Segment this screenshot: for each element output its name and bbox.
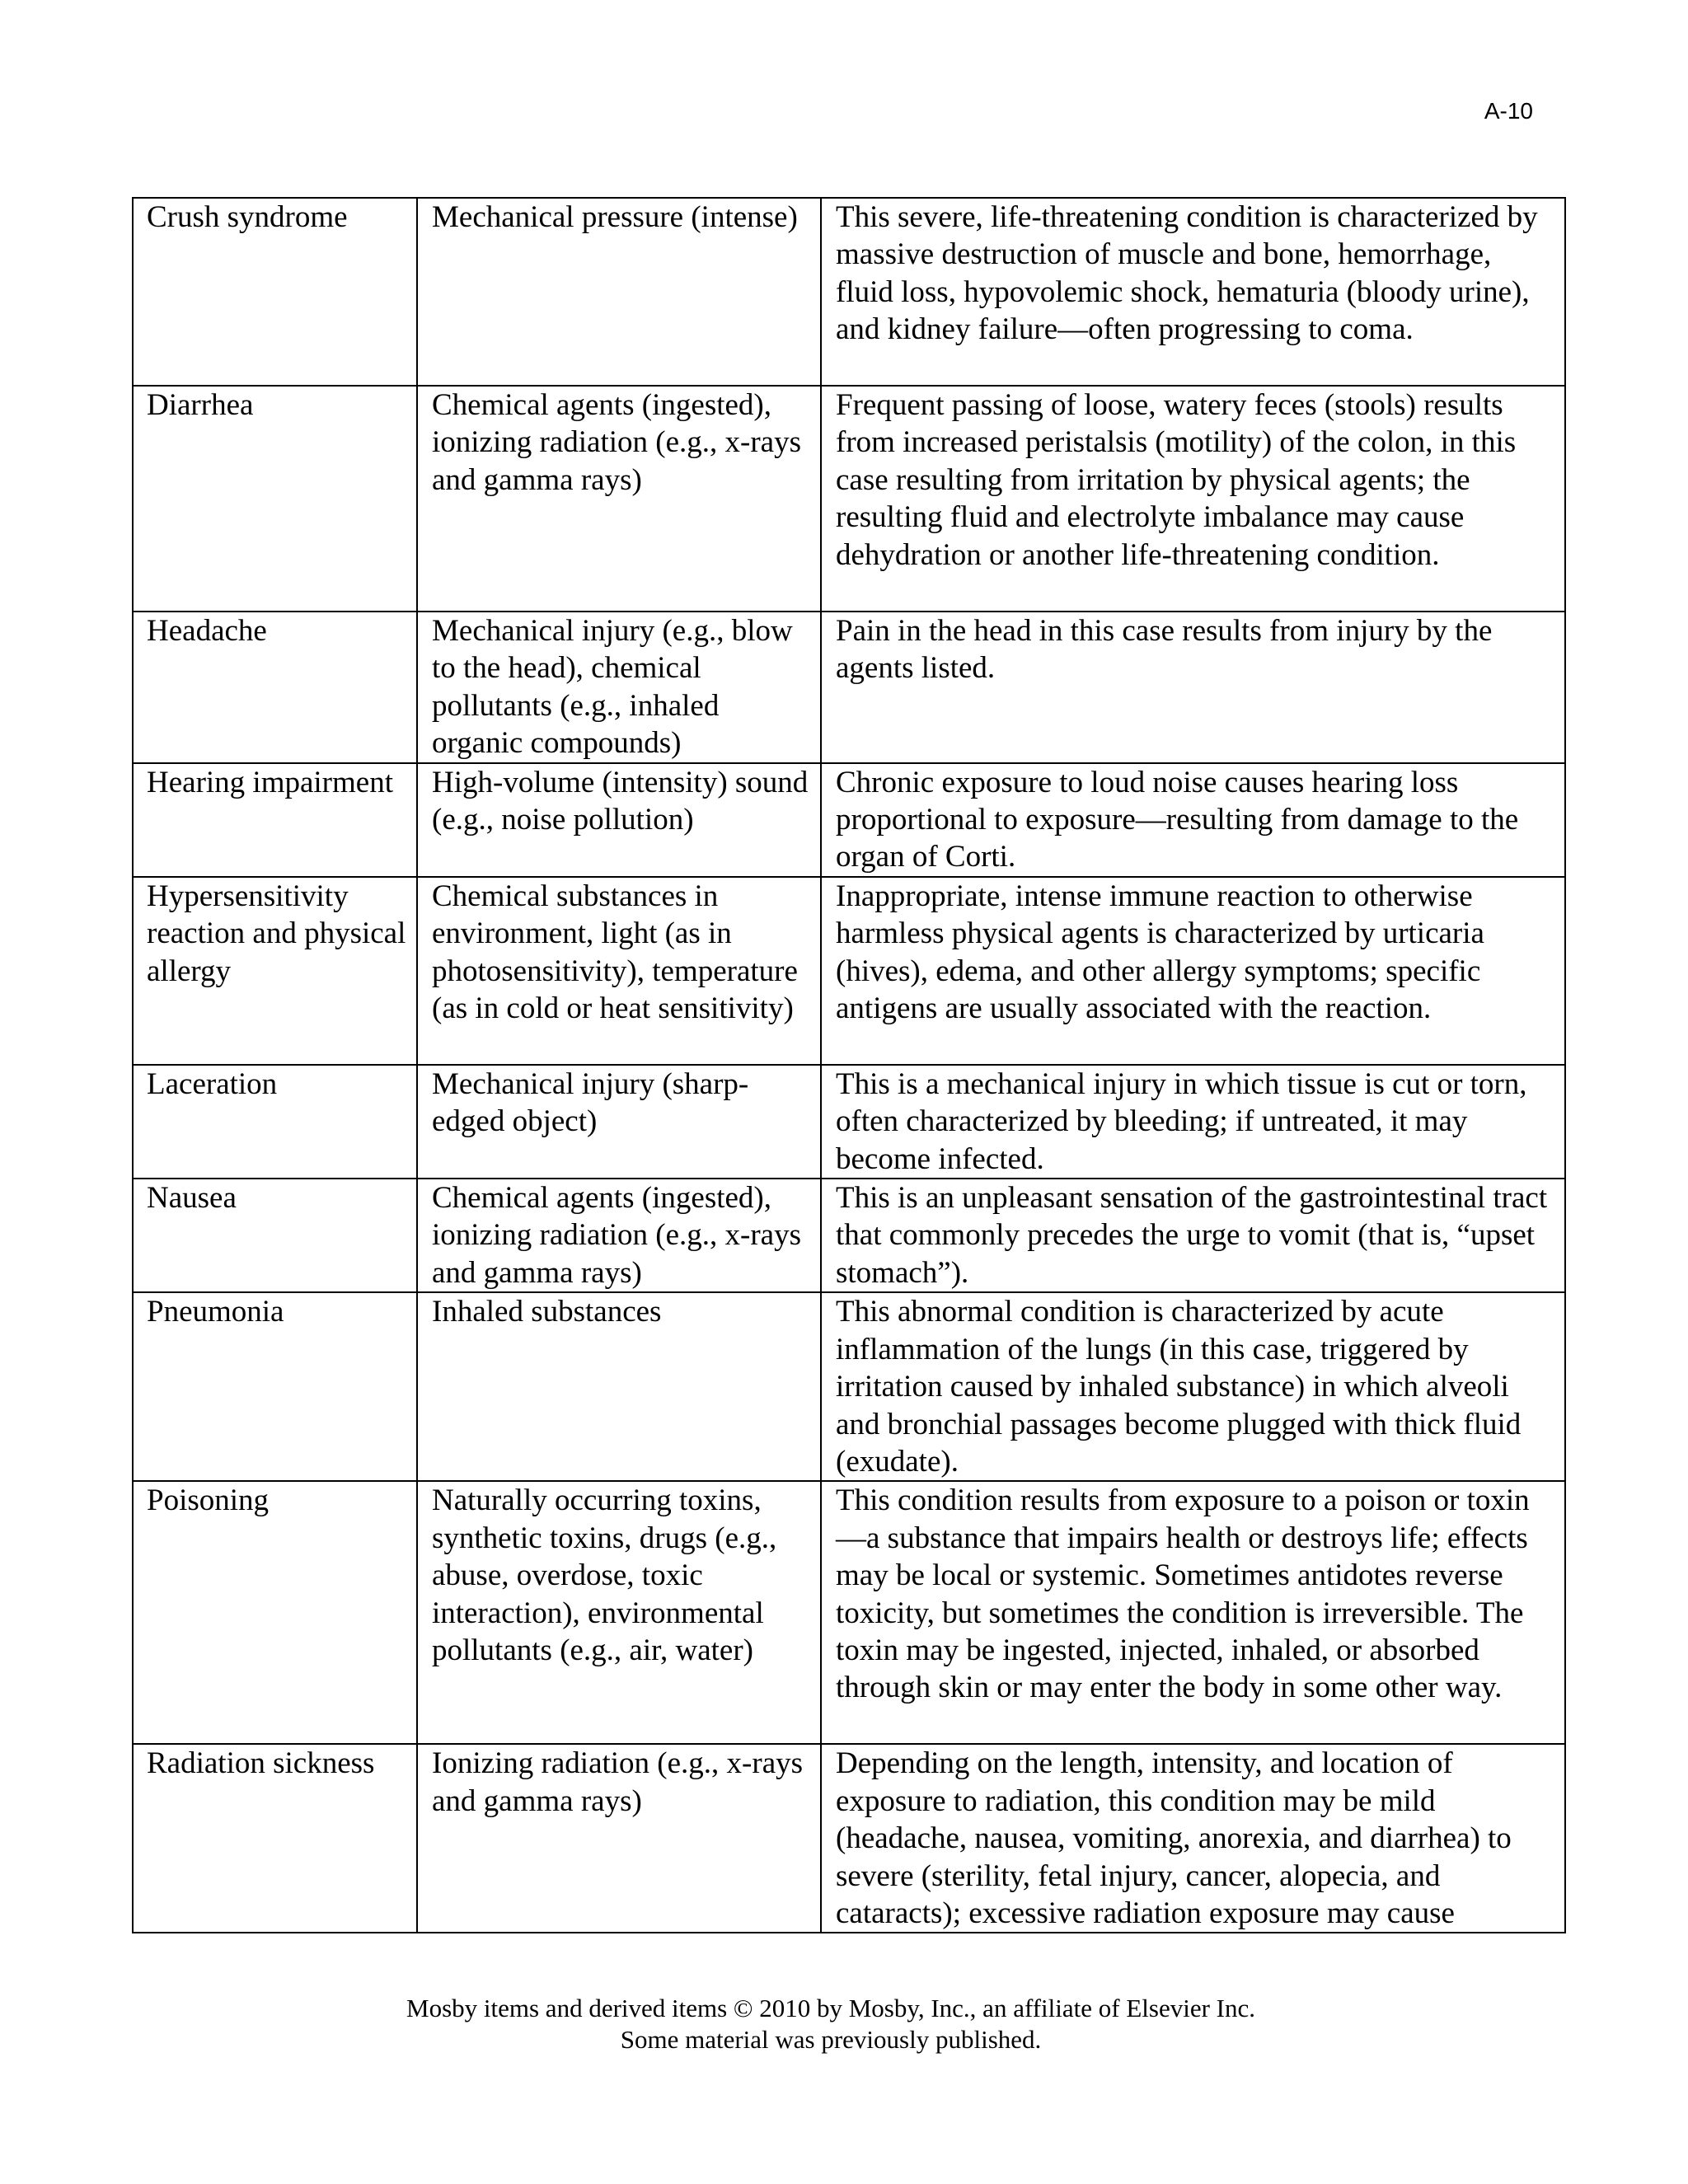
condition-cell: Poisoning — [133, 1481, 417, 1744]
table-row — [133, 763, 1565, 877]
description-cell: This condition results from exposure to a poison or toxin—a substance that impairs health or destroys life; effects may be local or systemic. Sometimes antidotes reverse toxicity, but sometimes the condition is irreversible. The toxin may be ingested, injected, inhaled, or absorbed through skin or may enter the body in some other way. — [821, 1481, 1565, 1744]
agents-cell: Mechanical pressure (intense) — [417, 198, 821, 386]
condition-cell: Laceration — [133, 1065, 417, 1179]
description-cell: Chronic exposure to loud noise causes hearing loss proportional to exposure—resulting from damage to the organ of Corti. — [821, 763, 1565, 877]
condition-cell: Nausea — [133, 1179, 417, 1292]
agents-cell: Mechanical injury (sharp-edged object) — [417, 1065, 821, 1179]
table-row — [133, 877, 1565, 1065]
agents-cell: Naturally occurring toxins, synthetic toxins, drugs (e.g., abuse, overdose, toxic interaction), environmental pollutants (e.g., air, water) — [417, 1481, 821, 1744]
publication-note: Some material was previously published. — [620, 2025, 1042, 2054]
description-cell: Inappropriate, intense immune reaction to otherwise harmless physical agents is characterized by urticaria (hives), edema, and other allergy symptoms; specific antigens are usually associated with the reaction. — [821, 877, 1565, 1065]
table-row — [133, 612, 1565, 763]
table-row — [133, 1481, 1565, 1744]
condition-cell: Diarrhea — [133, 386, 417, 612]
table-row — [133, 386, 1565, 612]
description-cell: This is an unpleasant sensation of the gastrointestinal tract that commonly precedes the urge to vomit (that is, “upset stomach”). — [821, 1179, 1565, 1292]
agents-cell: Chemical agents (ingested), ionizing radiation (e.g., x-rays and gamma rays) — [417, 1179, 821, 1292]
table-row — [133, 198, 1565, 386]
description-cell: Frequent passing of loose, watery feces (stools) results from increased peristalsis (motility) of the colon, in this case resulting from irritation by physical agents; the resulting fluid and electrolyte imbalance may cause dehydration or another life-threatening condition. — [821, 386, 1565, 612]
conditions-table — [132, 197, 1566, 1933]
condition-cell: Pneumonia — [133, 1292, 417, 1481]
description-cell: Pain in the head in this case results from injury by the agents listed. — [821, 612, 1565, 763]
agents-cell: Chemical agents (ingested), ionizing radiation (e.g., x-rays and gamma rays) — [417, 386, 821, 612]
condition-cell: Radiation sickness — [133, 1744, 417, 1933]
condition-cell: Headache — [133, 612, 417, 763]
description-cell: This severe, life-threatening condition is characterized by massive destruction of muscle and bone, hemorrhage, fluid loss, hypovolemic shock, hematuria (bloody urine), and kidney failure—often progressing to coma. — [821, 198, 1565, 386]
copyright-footer — [0, 1993, 1662, 2055]
agents-cell: Mechanical injury (e.g., blow to the head), chemical pollutants (e.g., inhaled organic compounds) — [417, 612, 821, 763]
copyright-line: Mosby items and derived items © 2010 by Mosby, Inc., an affiliate of Elsevier Inc. — [406, 1994, 1255, 2022]
condition-cell: Hearing impairment — [133, 763, 417, 877]
table-row — [133, 1179, 1565, 1292]
condition-cell: Hypersensitivity reaction and physical allergy — [133, 877, 417, 1065]
agents-cell: Chemical substances in environment, light (as in photosensitivity), temperature (as in cold or heat sensitivity) — [417, 877, 821, 1065]
page-number: A-10 — [1484, 98, 1533, 124]
table-row — [133, 1744, 1565, 1933]
description-cell: This abnormal condition is characterized by acute inflammation of the lungs (in this case, triggered by irritation caused by inhaled substance) in which alveoli and bronchial passages become plugged with thick fluid (exudate). — [821, 1292, 1565, 1481]
table-row — [133, 1292, 1565, 1481]
description-cell: This is a mechanical injury in which tissue is cut or torn, often characterized by bleeding; if untreated, it may become infected. — [821, 1065, 1565, 1179]
agents-cell: High-volume (intensity) sound (e.g., noise pollution) — [417, 763, 821, 877]
description-cell: Depending on the length, intensity, and location of exposure to radiation, this condition may be mild (headache, nausea, vomiting, anorexia, and diarrhea) to severe (sterility, fetal injury, cancer, alopecia, and cataracts); excessive radiation exposure may cause — [821, 1744, 1565, 1933]
condition-cell: Crush syndrome — [133, 198, 417, 386]
agents-cell: Inhaled substances — [417, 1292, 821, 1481]
table-row — [133, 1065, 1565, 1179]
agents-cell: Ionizing radiation (e.g., x-rays and gamma rays) — [417, 1744, 821, 1933]
